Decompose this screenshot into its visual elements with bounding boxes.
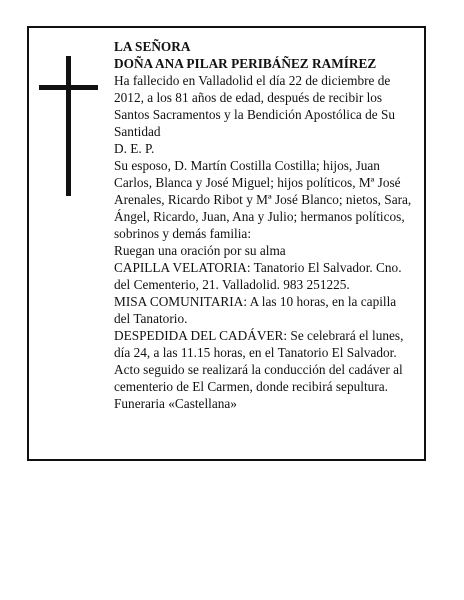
family-list: Su esposo, D. Martín Costilla Costilla; hijos, Juan Carlos, Blanca y José Miguel; hijos políticos, Mª José Arenales, Ricardo Ribot y Mª José Blanco; nietos, Sara, Ángel, Ricardo, Juan, Ana y Julio; hermanos políticos, sobrinos y demás familia:	[114, 158, 412, 241]
farewell-info: DESPEDIDA DEL CADÁVER: Se celebrará el lunes, día 24, a las 11.15 horas, en el Tanatorio El Salvador. Acto seguido se realizará la conducción del cadáver al cementerio de El Carmen, donde recibirá sepultura.	[114, 328, 404, 394]
prayer-request: Ruegan una oración por su alma	[114, 243, 286, 258]
rest-in-peace: D. E. P.	[114, 141, 155, 156]
obituary-heading: LA SEÑORA	[114, 39, 191, 54]
deceased-name: DOÑA ANA PILAR PERIBÁÑEZ RAMÍREZ	[114, 56, 377, 71]
obituary-text	[114, 38, 414, 412]
death-announcement: Ha fallecido en Valladolid el día 22 de diciembre de 2012, a los 81 años de edad, después de recibir los Santos Sacramentos y la Bendición Apostólica de Su Santidad	[114, 73, 396, 139]
funeral-home: Funeraria «Castellana»	[114, 396, 237, 411]
cross-icon-crossbar	[39, 85, 98, 90]
cross-icon	[66, 56, 71, 196]
chapel-info: CAPILLA VELATORIA: Tanatorio El Salvador. Cno. del Cementerio, 21. Valladolid. 983 251225.	[114, 260, 402, 292]
mass-info: MISA COMUNITARIA: A las 10 horas, en la capilla del Tanatorio.	[114, 294, 397, 326]
